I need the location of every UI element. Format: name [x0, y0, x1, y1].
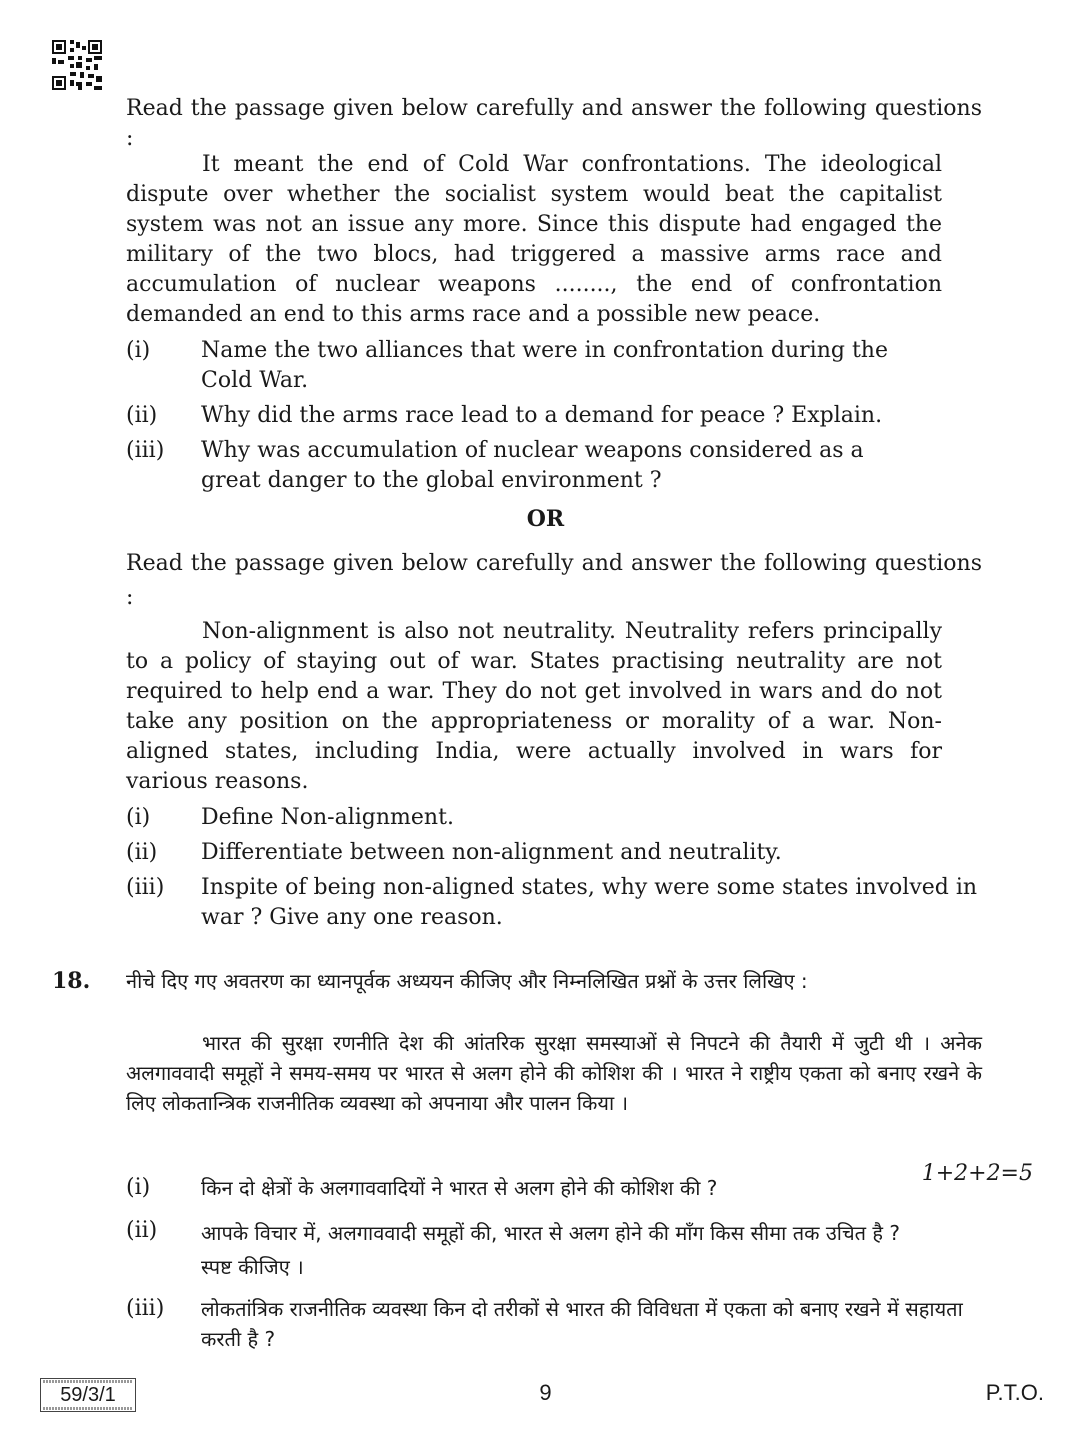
- item-number: (ii): [126, 840, 158, 865]
- question-number: 18.: [52, 968, 91, 994]
- item-text: लोकतांत्रिक राजनीतिक व्यवस्था किन दो तरीकों से भारत की विविधता में एकता को बनाए रखने में सहायता करती है ?: [201, 1297, 963, 1351]
- section-b-passage: Non-alignment is also not neutrality. Neutrality refers principally to a policy of staying out of war. States practising neutrality are not required to help end a war. They do not get involved in wars and do not take any position on the appropriateness or morality of a war. Non-aligned states, including India, were actually involved in wars for various reasons.: [126, 619, 942, 794]
- question-18-passage: भारत की सुरक्षा रणनीति देश की आंतरिक सुरक्षा समस्याओं से निपटने की तैयारी में जुटी थी । अनेक अलगाववादी समूहों ने समय-समय पर भारत से अलग होने की कोशिश की । भारत ने राष्ट्रीय एकता को बनाए रखने के लिए लोकतान्त्रिक राजनीतिक व्यवस्था को अपनाया और पालन किया ।: [126, 1031, 982, 1115]
- item-number: (ii): [126, 1218, 158, 1243]
- item-text: Differentiate between non-alignment and neutrality.: [201, 840, 782, 865]
- item-text: आपके विचार में, अलगाववादी समूहों की, भारत से अलग होने की माँग किस सीमा तक उचित है ? स्पष्ट कीजिए ।: [201, 1221, 901, 1279]
- or-separator: OR: [526, 506, 565, 532]
- section-a-passage: It meant the end of Cold War confrontations. The ideological dispute over whether the socialist system would beat the capitalist system was not an issue any more. Since this dispute had engaged the military of the two blocs, had triggered a massive arms race and accumulation of nuclear weapons ........, the end of confrontation demanded an end to this arms race and a possible new peace.: [126, 152, 942, 327]
- item-text: Inspite of being non-aligned states, why were some states involved in war ? Give any one reason.: [201, 875, 978, 930]
- item-number: (iii): [126, 1296, 165, 1321]
- marks-distribution: 1+2+2=5: [921, 1161, 1033, 1186]
- item-text: Why was accumulation of nuclear weapons considered as a great danger to the global environment ?: [201, 438, 864, 493]
- item-number: (iii): [126, 438, 165, 463]
- section-b-intro: Read the passage given below carefully and answer the following questions :: [126, 551, 982, 610]
- item-number: (iii): [126, 875, 165, 900]
- paper-code: 59/3/1: [60, 1383, 116, 1406]
- item-number: (ii): [126, 403, 158, 428]
- page-number: 9: [539, 1380, 552, 1405]
- qr-code-icon: [52, 40, 102, 90]
- item-text: Define Non-alignment.: [201, 805, 454, 830]
- item-text: किन दो क्षेत्रों के अलगाववादियों ने भारत से अलग होने की कोशिश की ?: [201, 1176, 718, 1200]
- item-text: Name the two alliances that were in confrontation during the Cold War.: [201, 338, 888, 393]
- pto-label: P.T.O.: [985, 1380, 1044, 1405]
- item-number: (i): [126, 1175, 151, 1200]
- section-a-intro: Read the passage given below carefully and answer the following questions :: [126, 96, 982, 151]
- question-18-intro: नीचे दिए गए अवतरण का ध्यानपूर्वक अध्ययन कीजिए और निम्नलिखित प्रश्नों के उत्तर लिखिए :: [126, 969, 808, 993]
- item-text: Why did the arms race lead to a demand for peace ? Explain.: [201, 403, 883, 428]
- item-number: (i): [126, 338, 151, 363]
- item-number: (i): [126, 805, 151, 830]
